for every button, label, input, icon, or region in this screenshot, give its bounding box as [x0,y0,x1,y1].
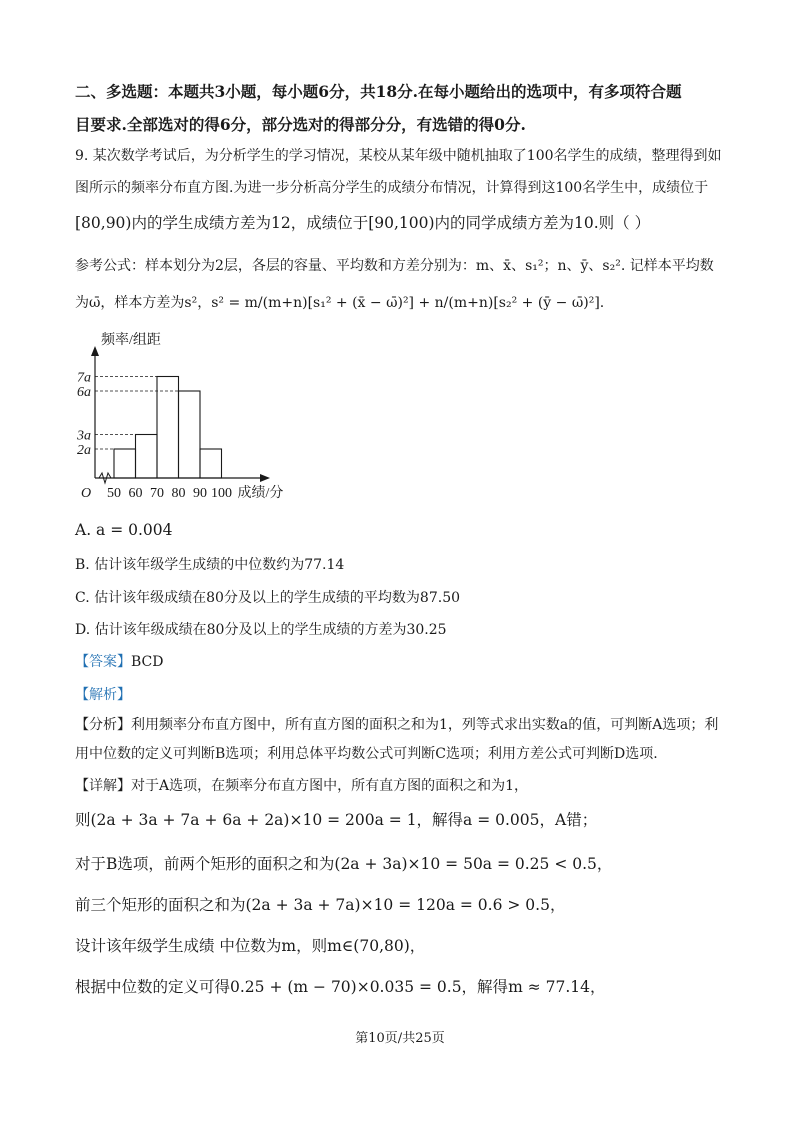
answer-value: BCD [131,654,164,670]
histogram-bar-80-90 [179,391,201,478]
y-tick-3a: 3a [77,428,91,444]
fenxi-line-1 [75,714,718,734]
question-line-3: [80,90)内的学生成绩方差为12，成绩位于[90,100)内的同学成绩方差为10.则（ ） [75,214,651,232]
option-a: A. a = 0.004 [75,521,173,539]
x-tick-50: 50 [107,486,121,501]
x-axis-label: 成绩/分 [237,486,284,501]
solution-line-5: 根据中位数的定义可得0.25 + (m − 70)×0.035 = 0.5，解得m ≈ 77.14， [75,978,606,996]
y-tick-7a: 7a [77,370,91,386]
histogram-bar-70-80 [157,377,179,479]
option-c: C. 估计该年级成绩在80分及以上的学生成绩的平均数为87.50 [75,590,461,606]
xiangjie-line-1 [75,775,528,795]
xiangjie-tag: 【详解】 [75,778,131,794]
x-tick-80: 80 [171,486,186,501]
y-axis-arrow [91,346,99,356]
histogram-bar-60-70 [136,435,158,479]
solution-line-1: 则(2a + 3a + 7a + 6a + 2a)×10 = 200a = 1，解得a = 0.005，A错； [75,811,598,829]
section-title-line-2: 目要求.全部选对的得6分，部分选对的得部分分，有选错的得0分. [75,115,526,134]
x-axis-arrow [260,474,270,482]
x-tick-100: 100 [211,486,232,501]
option-b: B. 估计该年级学生成绩的中位数约为77.14 [75,557,345,573]
answer-line [75,651,163,671]
origin-label: O [81,486,92,501]
x-tick-90: 90 [193,486,207,501]
histogram-bar-90-100 [200,449,222,478]
section-title-line-1: 二、多选题：本题共3小题，每小题6分，共18分.在每小题给出的选项中，有多项符合题 [75,82,682,101]
xiangjie-text-1: 对于A选项，在频率分布直方图中，所有直方图的面积之和为1， [131,778,529,794]
frequency-histogram [70,330,300,505]
analysis-tag: 【解析】 [75,687,131,703]
option-d: D. 估计该年级成绩在80分及以上的学生成绩的方差为30.25 [75,622,447,638]
solution-line-2: 对于B选项，前两个矩形的面积之和为(2a + 3a)×10 = 50a = 0.25 < 0.5， [75,855,613,873]
histogram-bar-50-60 [114,449,136,478]
analysis-heading [75,684,131,704]
reference-formula-line-2: 为ω̄，样本方差为s²，s² = m/(m+n)[s₁² + (x̄ − ω̄)²] + n/(m+n)[s₂² + (ȳ − ω̄)²]. [75,295,605,311]
fenxi-tag: 【分析】 [75,717,131,733]
solution-line-3: 前三个矩形的面积之和为(2a + 3a + 7a)×10 = 120a = 0.6 > 0.5， [75,896,566,914]
fenxi-line-2: 用中位数的定义可判断B选项；利用总体平均数公式可判断C选项；利用方差公式可判断D选项. [75,746,658,762]
solution-line-4: 设计该年级学生成绩 中位数为m，则m∈(70,80)， [75,937,426,955]
y-tick-2a: 2a [77,443,91,458]
x-tick-70: 70 [150,486,164,501]
question-line-1: 9. 某次数学考试后，为分析学生的学习情况，某校从某年级中随机抽取了100名学生的成绩，整理得到如 [75,148,722,164]
question-line-2: 图所示的频率分布直方图.为进一步分析高分学生的成绩分布情况，计算得到这100名学生中，成绩位于 [75,180,709,196]
page-footer: 第10页/共25页 [355,1031,445,1046]
y-tick-6a: 6a [77,385,91,400]
x-tick-60: 60 [128,486,143,501]
y-axis-label: 频率/组距 [101,333,161,348]
answer-tag: 【答案】 [75,654,131,670]
reference-formula-line-1: 参考公式：样本划分为2层，各层的容量、平均数和方差分别为：m、x̄、s₁²；n、ȳ、s₂². 记样本平均数 [75,258,714,274]
fenxi-text-1: 利用频率分布直方图中，所有直方图的面积之和为1，列等式求出实数a的值，可判断A选项；利 [131,717,719,733]
